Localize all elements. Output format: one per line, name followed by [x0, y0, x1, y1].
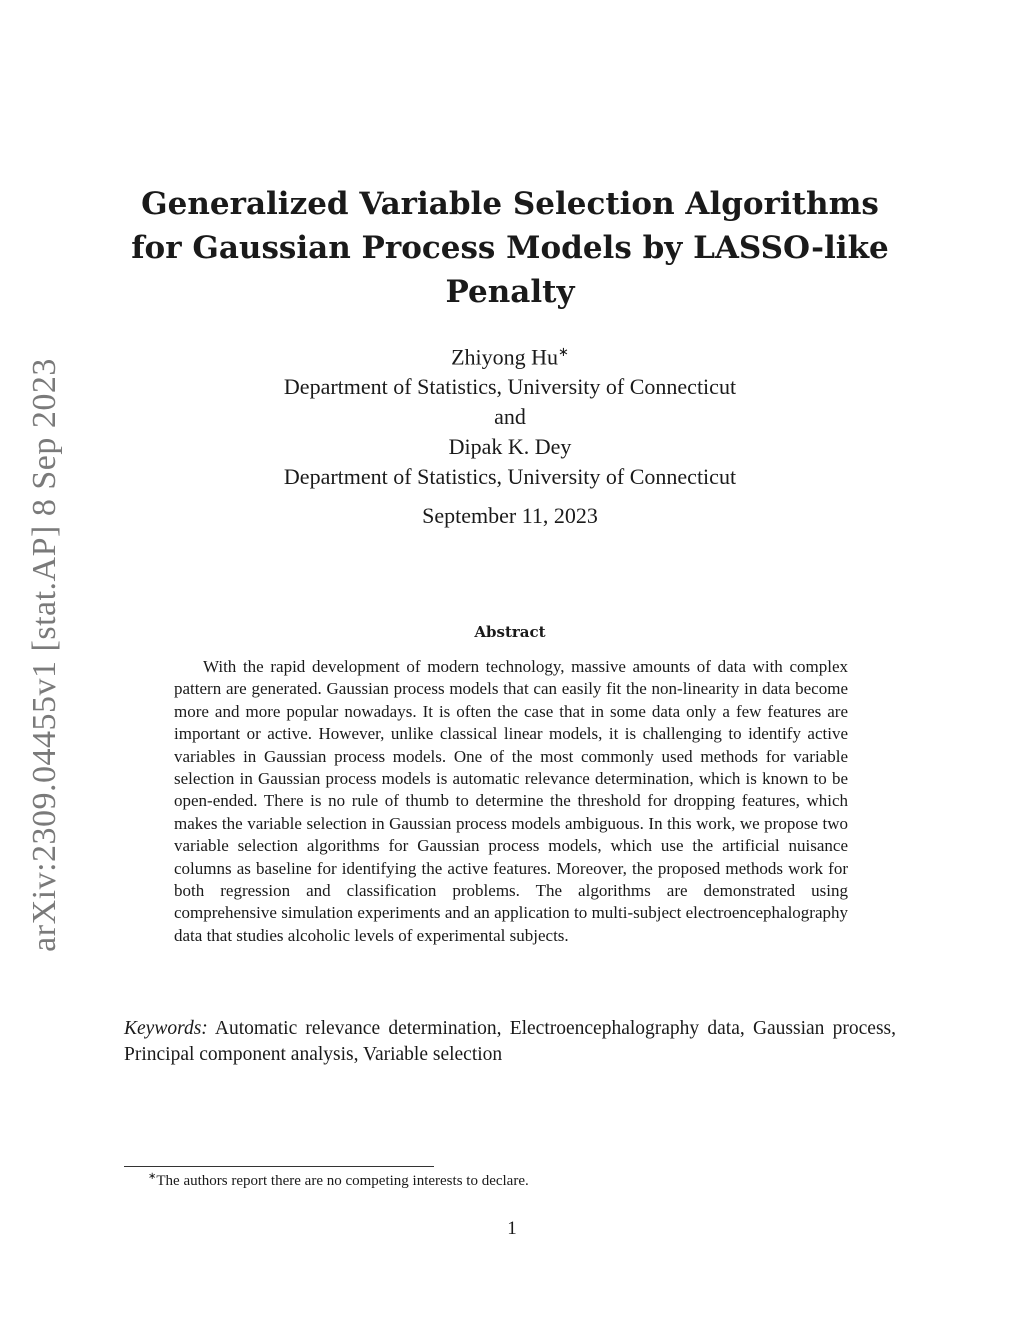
author-1 — [120, 337, 900, 372]
footnote — [148, 1171, 529, 1190]
arxiv-identifier: arXiv:2309.04455v1 [stat.AP] 8 Sep 2023 — [26, 358, 63, 952]
page-number: 1 — [507, 1218, 517, 1239]
title-line-1: Generalized Variable Selection Algorithms — [141, 186, 879, 222]
footnote-mark: ∗ — [148, 1171, 157, 1182]
title-line-3: Penalty — [445, 274, 575, 310]
keywords — [124, 1016, 896, 1067]
author-1-name: Zhiyong Hu — [451, 344, 559, 370]
keywords-text: Automatic relevance determination, Electroencephalography data, Gaussian process, Principal component analysis, Variable selection — [124, 1018, 896, 1065]
author-block — [120, 337, 900, 492]
author-2-name: Dipak K. Dey — [448, 434, 572, 460]
author-1-footnote-mark: ∗ — [558, 344, 569, 359]
abstract-text: With the rapid development of modern technology, massive amounts of data with complex pattern are generated. Gaussian process models that can easily fit the non-linearity in data become more and more popular nowadays. It is often the case that in some data only a few features are important or active. However, unlike classical linear models, it is challenging to identify active variables in Gaussian process models. One of the most commonly used methods for variable selection in Gaussian process models is automatic relevance determination, which is known to be open-ended. There is no rule of thumb to determine the threshold for dropping features, which makes the variable selection in Gaussian process models ambiguous. In this work, we propose two variable selection algorithms for Gaussian process models, which use the artificial nuisance columns as baseline for identifying the active features. Moreover, the proposed methods work for both regression and classification problems. The algorithms are demonstrated using comprehensive simulation experiments and an application to multi-subject electroencephalography data that studies alcoholic levels of experimental subjects. — [174, 657, 848, 945]
abstract-heading: Abstract — [474, 623, 546, 641]
author-1-affiliation: Department of Statistics, University of Connecticut — [283, 374, 737, 400]
footnote-rule — [124, 1166, 434, 1167]
paper-title — [120, 182, 900, 314]
footnote-text: The authors report there are no competing interests to declare. — [156, 1173, 529, 1189]
title-line-2: for Gaussian Process Models by LASSO-like — [131, 230, 889, 266]
author-2-affiliation: Department of Statistics, University of Connecticut — [283, 464, 737, 490]
author-conjunction: and — [494, 404, 526, 430]
keywords-label: Keywords: — [124, 1018, 208, 1039]
publication-date: September 11, 2023 — [422, 503, 598, 528]
